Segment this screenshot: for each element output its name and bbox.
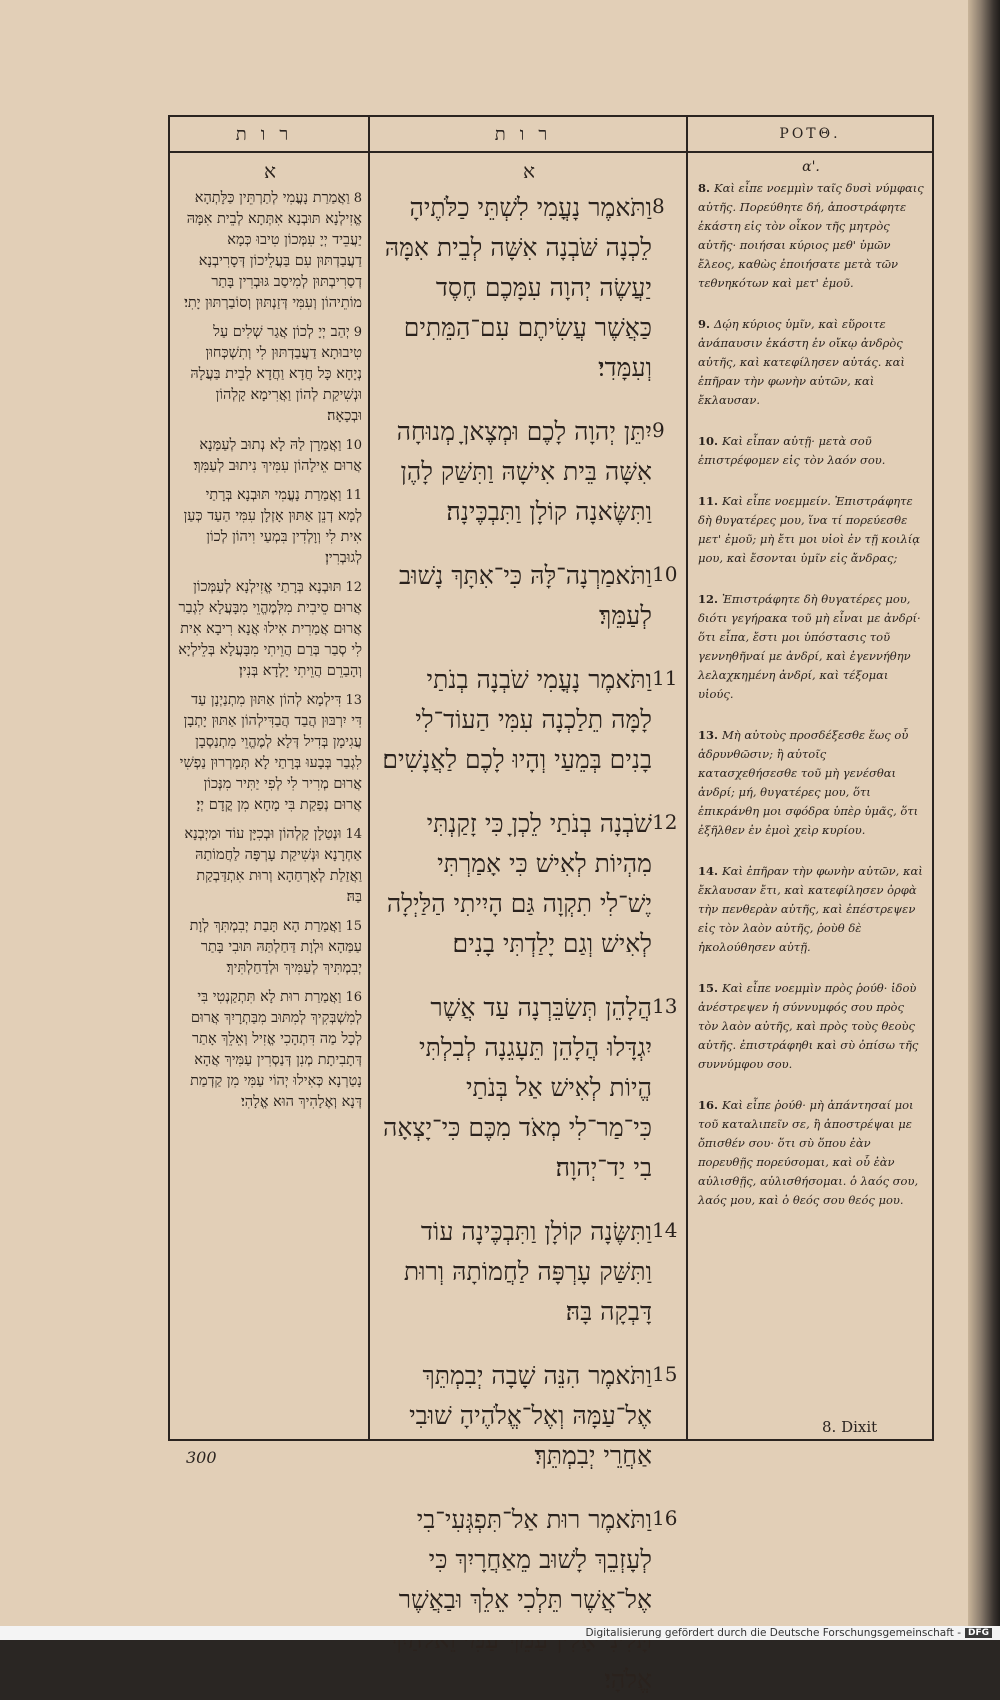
hebrew-verse xyxy=(380,412,678,532)
page-edge-shadow xyxy=(968,0,1000,1640)
chapter-letter: א xyxy=(263,159,276,183)
hebrew-verse xyxy=(380,988,678,1188)
greek-verse-number: 15. xyxy=(698,981,719,995)
targum-verse-text: וּנְטַלָן קָלְהוֹן וּבְכִיָּן עוֹד וּמַיְבְנָא אַחְרָנָא וּנְשִׁיקַת עָרְפָּה לַחֲמוֹתַהּ וַאֲזַלַת לְאָרְחַהָא וְרוּת אִתְדַּבְקַת בַּהּ׃ xyxy=(184,826,362,905)
targum-verse-text: תּוּבְנָא בְּרָתַי אֱזִילְנָא לְעַמְּכוֹן אֲרוּם סֵיבִית מִלְּמֶהֱוֵי מִבָּעֲלָא לִגְבַר אֲרוּם אֲמַרִית אִילוּ אֲנָא רִיבָא אִית לִי סְבַר בְּרַם הֲוֵיתִי מִבָּעֲלָא בְּלֵילְיָא וְהָבַרֵם הֲוֵיתִי יָלְדָא בְּנִין׃ xyxy=(178,579,362,679)
targum-verse-number: 16 xyxy=(345,990,362,1005)
hebrew-verse-number: 10 xyxy=(652,562,678,586)
greek-verse-text: Δῴη κύριος ὑμῖν, καὶ εὕροιτε ἀνάπαυσιν ἑκάστη ἐν οἴκῳ ἀνδρὸς αὐτῆς, καὶ κατεφίλησεν αὐτάς. καὶ ἐπῆραν τὴν φωνὴν αὐτῶν, καὶ ἔκλαυσαν. xyxy=(698,317,905,407)
greek-verse-number: 16. xyxy=(698,1098,719,1112)
targum-verse xyxy=(178,916,362,979)
targum-verse-text: וַאֲמַרַת הָא תָּבַת יְבִמְתִּךְ לְוָת עַמַּהָא וּלְוָת דַּחַלְתַּהּ תּוּבִי בָּתַר יְבִמְתִּיךְ לְעַמִּיךְ וּלְדַחַלְתִּיךְ׃ xyxy=(189,918,362,976)
targum-verse-text: דִּילְמָא לְהוֹן אַתּוּן מִתְנַיְנָן עַד דִּי יִרְבּוּן הֲבַד הֲבַדִּילְהוֹן אַתּוּן יָתְבָן עֲגִימָן בְּדִיל דְּלָא לְמֶהֱוֵי מִתְנַסְבָן לִגְבַר בְּבָעוּ בְּרָתַי לָא תְּמָרְרוּן נַפְשִׁי אֲרוּם מְרִיר לִי לְפִי יַתִּיר מִנְּכוֹן אֲרוּם נְפַקַת בִּי מָחָא מִן קֳדָם יְיָ׃ xyxy=(179,692,362,813)
targum-verse-number: 9 xyxy=(353,325,362,340)
hebrew-verse xyxy=(380,1356,678,1476)
targum-verse-text: וַאֲמַרַת נָעֳמִי לְתַרְתֵּין כַּלָּתְהָא אֱזִילְנָא תּוּבְנָא אִתְּתָא לְבֵית אִמָּהּ יַעֲבֵיד יְיָ עִמְּכוֹן טִיבוּ כְּמָא דַעֲבַדְתּוּן עִם בַּעֲלֵיכוֹן דְּסָרִיבְנָא דְסַרִיבְתּוּן לְמִיסַב גּוּבְרִין בָּתַר מוֹתֵיהוֹן וְעִמִּי דְּזַנְתּוּן וְסוֹבַרְתּוּן יָתִי׃ xyxy=(184,190,362,311)
page-number: 300 xyxy=(186,1448,217,1467)
hebrew-verse xyxy=(380,556,678,636)
targum-verse-number: 8 xyxy=(353,191,362,206)
targum-verse xyxy=(178,485,362,569)
header-greek: ΡΟΤΘ. xyxy=(688,117,932,153)
targum-verse-number: 12 xyxy=(345,580,362,595)
greek-verse xyxy=(698,862,924,957)
greek-verse xyxy=(698,726,924,840)
hebrew-verse xyxy=(380,1500,678,1700)
targum-verse xyxy=(178,824,362,908)
targum-verse xyxy=(178,690,362,816)
greek-verse xyxy=(698,179,924,293)
hebrew-column xyxy=(380,153,678,1694)
hebrew-verse-number: 13 xyxy=(652,994,678,1018)
chapter-letter: α'. xyxy=(802,159,820,175)
header-targum: רות xyxy=(170,117,368,153)
hebrew-verse-number: 12 xyxy=(652,810,678,834)
targum-verse xyxy=(178,577,362,682)
greek-verse xyxy=(698,590,924,704)
dfg-logo: DFG xyxy=(965,1628,992,1638)
hebrew-verse-number: 14 xyxy=(652,1218,678,1242)
targum-verse-number: 13 xyxy=(345,693,362,708)
targum-verse xyxy=(178,987,362,1113)
greek-verse-number: 11. xyxy=(698,494,719,508)
targum-verse-number: 11 xyxy=(345,488,362,503)
hebrew-verse-text: יִתֵּן יְהוָה לָכֶם וּמְצֶאןָ מְנוּחָה אִשָּׁה בֵּית אִישָׁהּ וַתִּשַּׁק לָהֶן וַתִּשֶּׂאנָה קוֹלָן וַתִּבְכֶּינָה׃ xyxy=(396,417,652,526)
greek-verse-number: 12. xyxy=(698,592,719,606)
greek-verse xyxy=(698,432,924,470)
greek-verse-number: 9. xyxy=(698,317,711,331)
greek-verse-number: 13. xyxy=(698,728,719,742)
targum-verse-text: וַאֲמַרַת רוּת לָא תִּתְקַנְטִי בִּי לְמִשְׁבְּקִיךְ לְמִתּוּב מִבַּתְרָיִךְ אֲרוּם לְכָל מַה דִּתְהָכִי אֱזִיל וְאֵלֵךְ אָתַר דְּתָבִיתָת מְנִן דְּנַסְרִין עַמִּיךְ אֲהָא נָטַרְנָא כְּאִילוּ יְהוֹי עַמִּי מִן קַדְמַת דְּנָא וְאֶלָהִיךְ הוּא אֱלָהִי׃ xyxy=(190,989,362,1110)
hebrew-verse-text: שֹׁבְנָה בְנֹתַי לֵכְןָ כִּי זָקַנְתִּי מִהְיוֹת לְאִישׁ כִּי אָמַרְתִּי יֶשׁ־לִי תִקְוָה גַּם הָיִיתִי הַלַּיְלָה לְאִישׁ וְגַם יָלַדְתִּי בָנִים׃ xyxy=(386,809,652,958)
greek-verse-text: Ἐπιστράφητε δὴ θυγατέρες μου, διότι γεγήρακα τοῦ μὴ εἶναι με ἀνδρί· ὅτι εἶπα, ἔστι μοι ὑπόστασις τοῦ γεννηθῆναί με ἀνδρί, καὶ ἐγεννήθην λελαχκημένη ἀνδρί, καὶ τέξομαι υἱούς. xyxy=(698,592,921,701)
header-hebrew: רות xyxy=(370,117,686,153)
hebrew-verse xyxy=(380,1212,678,1332)
hebrew-verse-text: וַתֹּאמֶר רוּת אַל־תִּפְגְּעִי־בִי לְעָזְבֵךְ לָשׁוּב מֵאַחֲרָיִךְ כִּי אֶל־אֲשֶׁר תֵּלְכִי אֵלֵךְ וּבַאֲשֶׁר אֱלֹהָי׃ xyxy=(398,1505,652,1694)
greek-verse-text: Καὶ εἶπαν αὐτῇ· μετὰ σοῦ ἐπιστρέφομεν εἰς τὸν λαόν σου. xyxy=(698,434,886,467)
hebrew-verse-number: 8 xyxy=(652,194,665,218)
targum-verse xyxy=(178,435,362,477)
greek-verse-text: Καὶ ἐπῆραν τὴν φωνὴν αὐτῶν, καὶ ἔκλαυσαν ἔτι, καὶ κατεφίλησεν ὀρφὰ τὴν πενθερὰν αὐτῆς, καὶ ἐπέστρεψεν εἰς τὸν λαὸν αὐτῆς, ῥοὺθ δὲ ἠκολούθησεν αὐτῇ. xyxy=(698,864,923,954)
catchword: 8. Dixit xyxy=(822,1418,878,1436)
greek-verse-text: Μὴ αὐτοὺς προσδέξεσθε ἕως οὗ ἁδρυνθῶσιν; ἢ αὐτοῖς κατασχεθήσεσθε τοῦ μὴ γενέσθαι ἀνδρί; μή, θυγατέρες μου, ὅτι ἐπικράνθη μοι σφόδρα ὑπὲρ ὑμᾶς, ὅτι ἐξῆλθεν ἐν ἐμοὶ χεὶρ κυρίου. xyxy=(698,728,919,837)
hebrew-verse xyxy=(380,188,678,388)
greek-verse-number: 8. xyxy=(698,181,711,195)
column-divider xyxy=(686,117,688,1439)
greek-verse-text: Καὶ εἶπε νοεμμὶν ταῖς δυσὶ νύμφαις αὐτῆς. Πορεύθητε δή, ἀποστράφητε ἑκάστη εἰς τὸν οἶκον τῆς μητρὸς αὐτῆς· ποιήσαι κύριος μεθ' ὑμῶν ἔλεος, καθὼς ἐποιήσατε μετὰ τῶν τεθνηκότων καὶ μετ' ἐμοῦ. xyxy=(698,181,924,290)
hebrew-verse-text: הֲלָהֵן תְּשַׂבֵּרְנָה עַד אֲשֶׁר יִגְדָּלוּ הֲלָהֵן תֵּעָגֵנָה לְבִלְתִּי הֱיוֹת לְאִישׁ אַל בְּנֹתַי כִּי־מַר־לִי מְאֹד מִכֶּם כִּי־יָצְאָה בִי יַד־יְהוָה׃ xyxy=(383,993,652,1182)
greek-verse-number: 14. xyxy=(698,864,719,878)
hebrew-verse-text: וַתֹּאמֶר נָעֳמִי שֹׁבְנָה בְנֹתַי לָמָּה תֵלַכְנָה עִמִּי הַעוֹד־לִי בָנִים בְּמֵעַי וְהָיוּ לָכֶם לַאֲנָשִׁים׃ xyxy=(382,665,652,774)
greek-verse xyxy=(698,492,924,568)
digitization-footer xyxy=(0,1626,1000,1640)
hebrew-verse-number: 9 xyxy=(652,418,665,442)
hebrew-verse xyxy=(380,804,678,964)
targum-verse-text: וַאֲמַרָן לַהּ לָא נְתוּב לְעַמַּנָא אֲרוּם אֵילָהוֹן עִמִּיךְ נִיתוּב לְעַמִּךְ׃ xyxy=(193,437,362,474)
greek-verse-text: Καὶ εἶπε ῥούθ· μὴ ἀπάντησαί μοι τοῦ καταλιπεῖν σε, ἢ ἀποστρέψαι με ὄπισθέν σου· ὅτι σὺ ὅπου ἐὰν πορευθῇς πορεύσομαι, καὶ οὗ ἐὰν αὐλισθῇς, αὐλισθήσομαι. ὁ λαός σου, λαός μου, καὶ ὁ θεός σου θεός μου. xyxy=(698,1098,919,1207)
footer-text: Digitalisierung gefördert durch die Deutsche Forschungsgemeinschaft - xyxy=(585,1627,961,1639)
targum-verse-text: וַאֲמַרַת נָעֳמִי תּוּבְנָא בְּרָתַי לְמָא דְנֵן אַתּוּן אָזְלָן עִמִּי הַעַד כְּעַן אִית לִי וְוָלְדִין בִּמְעַי וִיהוֹן לְכוֹן לְגוּבְרִין׃ xyxy=(183,487,362,566)
greek-column xyxy=(698,153,924,1433)
column-divider xyxy=(368,117,370,1439)
chapter-letter: א xyxy=(522,159,535,183)
hebrew-verse-text: וַתִּשֶּׂנָה קוֹלָן וַתִּבְכֶּינָה עוֹד וַתִּשַּׁק עָרְפָּה לַחֲמוֹתָהּ וְרוּת דָּבְקָה בָּהּ׃ xyxy=(403,1217,652,1326)
hebrew-verse-number: 11 xyxy=(652,666,678,690)
targum-verse-text: יְהַב יְיָ לְכוֹן אֲגַר שְׁלִים עַל טִיבוּתָא דַעֲבַדְתּוּן לִי וְתִשְׁכְּחוּן נְיָחָא כָּל חֲדָא וַחֲדָא לְבֵית בַּעֲלָהּ וּנְשִׁיקַת לְהוֹן וַאֲרִימָא קָלְהוֹן וּבְכָאָה׃ xyxy=(190,324,362,424)
greek-verse-text: Καὶ εἶπε νοεμμὶν πρὸς ῥούθ· ἰδοὺ ἀνέστρεψεν ἡ σύννυμφός σου πρὸς τὸν λαὸν αὐτῆς, καὶ πρὸς τοὺς θεοὺς αὐτῆς. ἐπιστράφηθι καὶ σὺ ὀπίσω τῆς συννύμφου σου. xyxy=(698,981,919,1071)
hebrew-verse-text: וַתֹּאמֶר הִנֵּה שָׁבָה יְבִמְתֵּךְ אֶל־עַמָּהּ וְאֶל־אֱלֹהֶיהָ שׁוּבִי אַחֲרֵי יְבִמְתֵּךְ׃ xyxy=(409,1361,652,1470)
targum-verse xyxy=(178,322,362,427)
greek-verse xyxy=(698,1096,924,1210)
greek-verse-number: 10. xyxy=(698,434,719,448)
greek-verse xyxy=(698,315,924,410)
targum-verse xyxy=(178,188,362,314)
hebrew-verse xyxy=(380,660,678,780)
hebrew-verse-number: 15 xyxy=(652,1362,678,1386)
targum-verse-number: 15 xyxy=(345,919,362,934)
hebrew-verse-text: וַתֹּאמַרְנָה־לָּהּ כִּי־אִתָּךְ נָשׁוּב לְעַמֵּךְ׃ xyxy=(399,561,652,630)
targum-column xyxy=(178,153,362,1433)
greek-verse-text: Καὶ εἶπε νοεμμείν. Ἐπιστράφητε δὴ θυγατέρες μου, ἵνα τί πορεύεσθε μετ' ἐμοῦ; μὴ ἔτι μοι υἱοὶ ἐν τῇ κοιλίᾳ μου, καὶ ἔσονται ὑμῖν εἰς ἄνδρας; xyxy=(698,494,921,565)
targum-verse-number: 14 xyxy=(345,827,362,842)
hebrew-verse-text: וַתֹּאמֶר נָעֳמִי לִשְׁתֵּי כַלֹּתֶיהָ לֵכְנָה שֹּׁבְנָה אִשָּׁה לְבֵית אִמָּהּ יַעֲשֶׂה יְהוָה עִמָּכֶם חֶסֶד כַּאֲשֶׁר עֲשִׂיתֶם עִם־הַמֵּתִים וְעִמָּדִי׃ xyxy=(384,193,652,382)
targum-verse-number: 10 xyxy=(345,438,362,453)
greek-verse xyxy=(698,979,924,1074)
hebrew-verse-number: 16 xyxy=(652,1506,678,1530)
